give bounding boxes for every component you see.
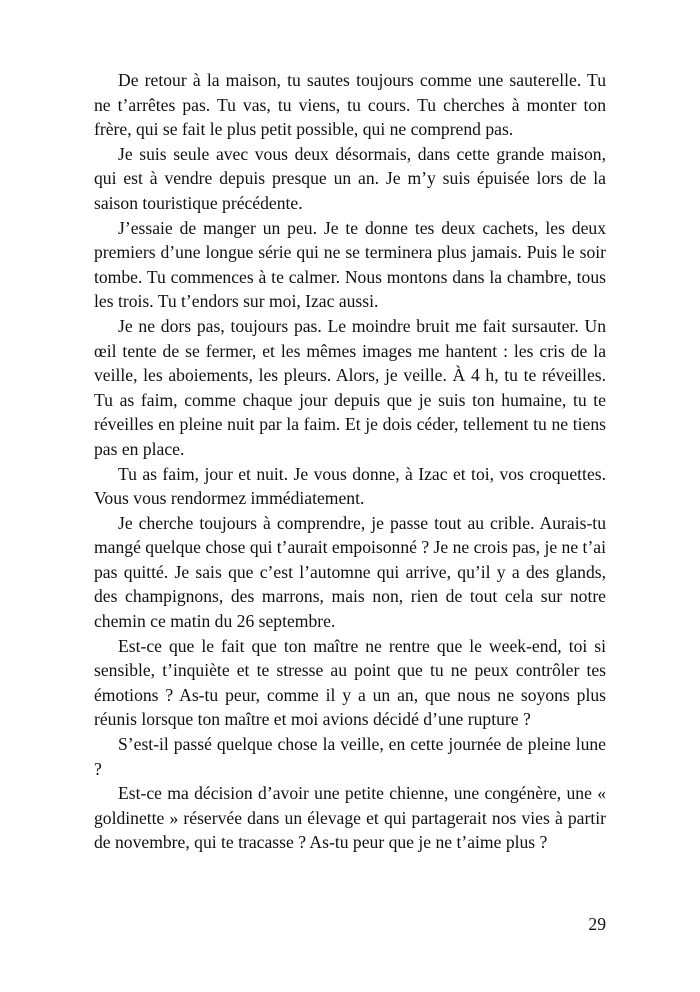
paragraph: Est-ce que le fait que ton maître ne rentre que le week-end, toi si sensible, t’inquiète et te stresse au point que tu ne peux contrôler tes émotions ? As-tu peur, comme il y a un an, que nous ne soyons plus réunis lorsque ton maître et moi avions décidé d’une rupture ? xyxy=(94,635,606,730)
paragraph: J’essaie de manger un peu. Je te donne tes deux cachets, les deux premiers d’une longue série qui ne se terminera plus jamais. Puis le soir tombe. Tu commences à te calmer. Nous montons dans la chambre, tous les trois. Tu t’endors sur moi, Izac aussi. xyxy=(94,217,606,312)
paragraph: Je suis seule avec vous deux désormais, dans cette grande maison, qui est à vendre depuis presque un an. Je m’y suis épuisée lors de la saison touristique précédente. xyxy=(94,143,606,213)
paragraph: Je ne dors pas, toujours pas. Le moindre bruit me fait sursauter. Un œil tente de se fermer, et les mêmes images me hantent : les cris de la veille, les aboiements, les pleurs. Alors, je veille. À 4 h, tu te réveilles. Tu as faim, comme chaque jour depuis que je suis ton humaine, tu te réveilles en pleine nuit par la faim. Et je dois céder, tellement tu ne tiens pas en place. xyxy=(94,315,606,459)
paragraph: De retour à la maison, tu sautes toujours comme une sauterelle. Tu ne t’arrêtes pas. Tu vas, tu viens, tu cours. Tu cherches à monter ton frère, qui se fait le plus petit possible, qui ne comprend pas. xyxy=(94,70,606,140)
page-number: 29 xyxy=(588,914,606,934)
paragraph: Est-ce ma décision d’avoir une petite chienne, une congénère, une « goldinette » réservée dans un élevage et qui partagerait nos vies à partir de novembre, qui te tracasse ? As-tu peur que je ne t’aime plus ? xyxy=(94,783,606,853)
paragraph: Tu as faim, jour et nuit. Je vous donne, à Izac et toi, vos croquettes. Vous vous rendormez immédiatement. xyxy=(94,463,606,509)
page-body-text xyxy=(94,68,606,855)
paragraph: Je cherche toujours à comprendre, je passe tout au crible. Aurais-tu mangé quelque chose qui t’aurait empoisonné ? Je ne crois pas, je ne t’ai pas quitté. Je sais que c’est l’automne qui arrive, qu’il y a des glands, des champignons, des marrons, mais non, rien de tout cela sur notre chemin ce matin du 26 septembre. xyxy=(94,512,606,632)
paragraph: S’est-il passé quelque chose la veille, en cette journée de pleine lune ? xyxy=(94,734,606,779)
